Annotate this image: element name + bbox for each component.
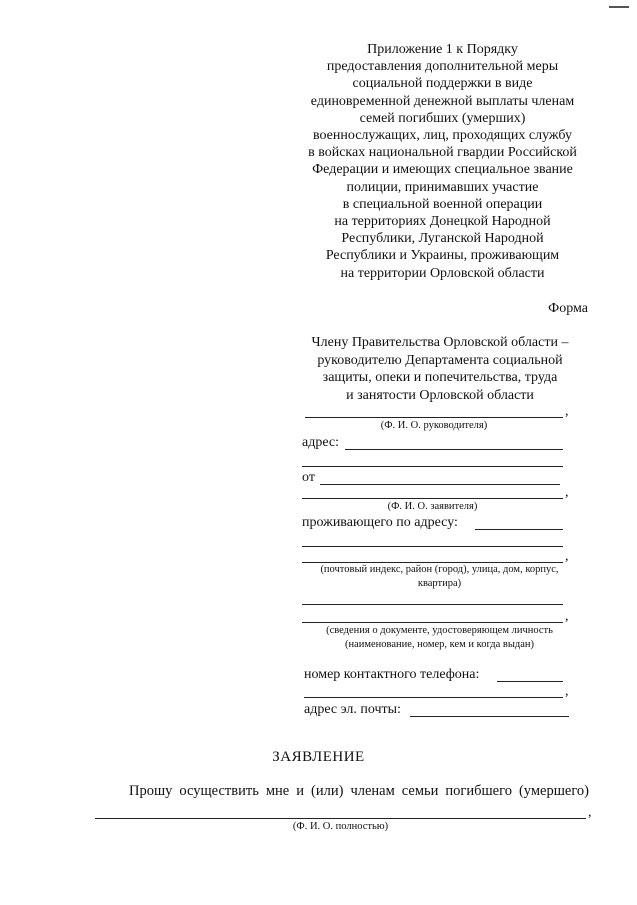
appendix-line: социальной поддержки в виде <box>352 76 533 92</box>
address-label: адрес: <box>302 435 340 450</box>
residing-field-line-2[interactable] <box>302 546 563 547</box>
appendix-line: Республики, Луганской Народной <box>341 231 544 247</box>
full-name-line[interactable] <box>95 818 586 819</box>
appendix-line: Приложение 1 к Порядку <box>367 42 518 57</box>
addressee-block <box>285 334 595 404</box>
phone-label: номер контактного телефона: <box>304 667 480 682</box>
document-caption-2: (наименование, номер, кем и когда выдан) <box>344 639 535 650</box>
appendix-line: Федерации и имеющих специальное звание <box>312 162 573 178</box>
appendix-line: на территориях Донецкой Народной <box>334 214 551 230</box>
residing-field-line[interactable] <box>475 529 563 530</box>
comma: , <box>565 684 569 699</box>
statement-title: ЗАЯВЛЕНИЕ <box>272 749 365 765</box>
appendix-line: на территории Орловской области <box>340 265 545 281</box>
appendix-heading <box>290 41 595 282</box>
appendix-line: предоставления дополнительной меры <box>326 59 559 75</box>
email-field-line[interactable] <box>410 716 569 717</box>
addressee-line: и занятости Орловской области <box>346 387 534 403</box>
appendix-line: единовременной денежной выплаты членам <box>310 93 575 109</box>
applicant-caption: (Ф. И. О. заявителя) <box>387 501 478 512</box>
phone-field-line-2[interactable] <box>304 697 563 698</box>
applicant-name-line[interactable] <box>302 498 563 499</box>
comma: , <box>565 485 569 500</box>
address-field-line[interactable] <box>345 449 563 450</box>
document-field-line-2[interactable] <box>302 622 563 623</box>
appendix-line: Республики и Украины, проживающим <box>325 248 560 264</box>
appendix-line: военнослужащих, лиц, проходящих службу <box>312 128 572 144</box>
phone-field-line[interactable] <box>497 681 563 682</box>
form-label: Форма <box>548 301 588 316</box>
addressee-line: руководителю Департамента социальной <box>317 352 563 368</box>
appendix-line: семей погибших (умерших) <box>359 110 526 126</box>
document-field-line[interactable] <box>302 604 563 605</box>
document-caption: (сведения о документе, удостоверяющем личность <box>326 625 553 636</box>
comma: , <box>565 609 569 624</box>
from-field-line[interactable] <box>320 484 560 485</box>
head-name-caption: (Ф. И. О. руководителя) <box>380 420 488 431</box>
address-caption-2: квартира) <box>417 578 462 589</box>
residing-field-line-3[interactable] <box>302 562 563 563</box>
full-name-caption: (Ф. И. О. полностью) <box>292 821 389 832</box>
comma: , <box>565 404 569 419</box>
comma: , <box>588 805 592 820</box>
corner-mark <box>609 6 629 8</box>
email-label: адрес эл. почты: <box>304 702 401 717</box>
address-field-line-2[interactable] <box>302 466 563 467</box>
address-caption: (почтовый индекс, район (город), улица, дом, корпус, <box>320 564 559 575</box>
appendix-line: в войсках национальной гвардии Российской <box>308 145 577 161</box>
appendix-line: полиции, принимавших участие <box>346 179 539 195</box>
comma: , <box>565 549 569 564</box>
from-label: от <box>302 470 315 485</box>
addressee-line: Члену Правительства Орловской области – <box>311 335 569 350</box>
addressee-line: защиты, опеки и попечительства, труда <box>322 370 558 386</box>
appendix-line: в специальной военной операции <box>342 196 543 212</box>
statement-text: Прошу осуществить мне и (или) членам семьи погибшего (умершего) <box>129 783 589 799</box>
head-name-line[interactable] <box>305 417 563 418</box>
residing-label: проживающего по адресу: <box>302 515 458 530</box>
